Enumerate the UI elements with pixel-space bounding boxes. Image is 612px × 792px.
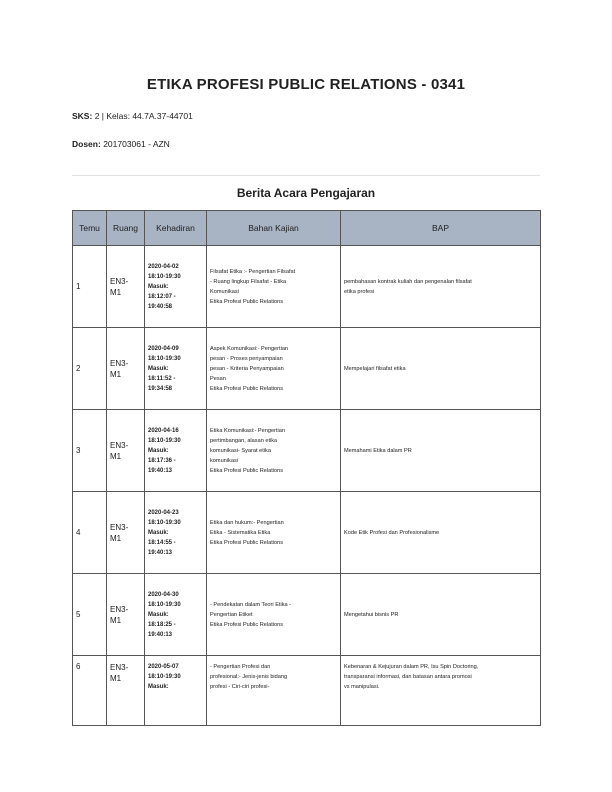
kehadiran-line: Masuk: <box>148 283 169 290</box>
sks-label: SKS: <box>72 111 93 121</box>
kehadiran-line: 18:11:52 - <box>148 375 176 382</box>
class-info <box>72 111 193 121</box>
kehadiran-line: 18:10-19:30 <box>148 519 181 526</box>
table-row <box>73 656 541 726</box>
kehadiran-line: 2020-05-07 <box>148 664 179 670</box>
cell-ruang <box>107 656 145 726</box>
bahan-line: Etika Profesi Public Relations <box>210 621 284 628</box>
cell-ruang <box>107 574 145 656</box>
ruang-line: EN3- <box>110 440 129 450</box>
kehadiran-line: 18:12:07 - <box>148 293 176 300</box>
bahan-line: Pengertian Etiket <box>210 611 253 618</box>
cell-temu: 4 <box>73 492 107 574</box>
ruang-line: M1 <box>110 287 122 297</box>
bahan-line: Filsafat Etika :- Pengertian Filsafat <box>210 268 296 275</box>
page-title: ETIKA PROFESI PUBLIC RELATIONS - 0341 <box>146 76 466 93</box>
bahan-line: Etika - Sistematika Etika <box>210 529 271 536</box>
kehadiran-line: 18:10-19:30 <box>148 601 181 608</box>
dosen-value: 201703061 - AZN <box>103 139 170 149</box>
kehadiran-line: Masuk: <box>148 611 169 618</box>
kehadiran-line: 19:40:13 <box>148 467 173 474</box>
kehadiran-line: 19:40:58 <box>148 303 173 310</box>
cell-bap <box>341 656 541 726</box>
header-kehadiran: Kehadiran <box>145 211 207 246</box>
cell-temu: 5 <box>73 574 107 656</box>
cell-bahan-kajian <box>207 492 341 574</box>
divider <box>72 175 540 176</box>
bahan-line: pesan - Kriteria Penyampaian <box>210 365 284 372</box>
cell-bahan-kajian <box>207 656 341 726</box>
cell-kehadiran <box>145 246 207 328</box>
cell-bap <box>341 246 541 328</box>
bap-line: Kebenaran & Kejujuran dalam PR, Isu Spin Doctoring, <box>344 664 479 670</box>
cell-kehadiran <box>145 328 207 410</box>
cell-ruang <box>107 246 145 328</box>
cell-temu: 6 <box>73 656 107 726</box>
kehadiran-line: 2020-04-30 <box>148 591 179 598</box>
cell-kehadiran <box>145 574 207 656</box>
table-row <box>73 246 541 328</box>
cell-bahan-kajian <box>207 328 341 410</box>
kehadiran-line: 18:18:25 - <box>148 621 176 628</box>
ruang-line: EN3- <box>110 522 129 532</box>
table-row <box>73 328 541 410</box>
kehadiran-line: 2020-04-16 <box>148 427 179 434</box>
bahan-line: pertimbangan, alasan etika <box>210 437 278 444</box>
bahan-line: profesi - Ciri-ciri profesi- <box>210 684 270 690</box>
table-row <box>73 574 541 656</box>
bap-line: Mempelajari filsafat etika <box>344 365 406 372</box>
bap-line: Kode Etik Profesi dan Profesionalisme <box>344 529 440 536</box>
header-ruang: Ruang <box>107 211 145 246</box>
bahan-line: profesional:- Jenis-jenis bidang <box>210 674 288 680</box>
cell-kehadiran <box>145 410 207 492</box>
ruang-line: M1 <box>110 615 122 625</box>
cell-bap <box>341 410 541 492</box>
ruang-line: EN3- <box>110 663 129 672</box>
bahan-line: - Ruang lingkup Filsafat - Etika <box>210 278 287 285</box>
section-title: Berita Acara Pengajaran <box>236 186 376 200</box>
cell-ruang <box>107 410 145 492</box>
cell-temu: 3 <box>73 410 107 492</box>
cell-kehadiran <box>145 492 207 574</box>
bahan-line: Etika Profesi Public Relations <box>210 539 284 546</box>
bap-line: transparansi informasi, dan batasan antara promosi <box>344 674 472 680</box>
kehadiran-line: 2020-04-02 <box>148 263 179 270</box>
bahan-line: komunikasi- Syarat etika <box>210 447 271 454</box>
bap-table <box>72 210 541 726</box>
bahan-line: Etika Komunikasi:- Pengertian <box>210 427 285 434</box>
table-header-row <box>73 211 541 246</box>
header-temu: Temu <box>73 211 107 246</box>
kehadiran-line: Masuk: <box>148 529 169 536</box>
bahan-line: Etika Profesi Public Relations <box>210 298 284 305</box>
cell-bap <box>341 328 541 410</box>
kehadiran-line: Masuk: <box>148 447 169 454</box>
bap-line: pembahasan kontrak kuliah dan pengenalan filsafat <box>344 278 472 285</box>
kehadiran-line: 2020-04-09 <box>148 345 179 352</box>
bahan-line: - Pengertian Profesi dan <box>210 664 271 670</box>
ruang-line: EN3- <box>110 276 129 286</box>
bap-line: vs manipulasi. <box>344 684 380 690</box>
header-bap: BAP <box>341 211 541 246</box>
kehadiran-line: 19:34:58 <box>148 385 173 392</box>
kehadiran-line: 18:10-19:30 <box>148 355 181 362</box>
ruang-line: EN3- <box>110 604 129 614</box>
ruang-line: M1 <box>110 369 122 379</box>
ruang-line: M1 <box>110 533 122 543</box>
kehadiran-line: 18:14:55 - <box>148 539 176 546</box>
ruang-line: M1 <box>110 451 122 461</box>
cell-bahan-kajian <box>207 574 341 656</box>
kehadiran-line: 18:10-19:30 <box>148 674 181 680</box>
cell-kehadiran <box>145 656 207 726</box>
cell-ruang <box>107 328 145 410</box>
cell-temu: 2 <box>73 328 107 410</box>
kehadiran-line: 18:10-19:30 <box>148 437 181 444</box>
kehadiran-line: 18:10-19:30 <box>148 273 181 280</box>
sks-value: 2 | Kelas: 44.7A.37-44701 <box>94 111 193 121</box>
bahan-line: pesan - Proses penyampaian <box>210 355 283 362</box>
cell-temu: 1 <box>73 246 107 328</box>
lecturer-info <box>72 139 170 149</box>
bahan-line: Etika Profesi Public Relations <box>210 385 284 392</box>
bahan-line: Komunikasi <box>210 288 239 295</box>
table-row <box>73 410 541 492</box>
table-row <box>73 492 541 574</box>
bahan-line: Aspek Komunikasi:- Pengertian <box>210 345 289 352</box>
bahan-line: komunikasi <box>210 457 238 464</box>
kehadiran-line: 18:17:36 - <box>148 457 176 464</box>
kehadiran-line: Masuk: <box>148 365 169 372</box>
bap-line: Mengetahui bisnis PR <box>344 611 399 618</box>
cell-bap <box>341 574 541 656</box>
bahan-line: Etika dan hukum:- Pengertian <box>210 519 284 526</box>
bahan-line: Etika Profesi Public Relations <box>210 467 284 474</box>
dosen-label: Dosen: <box>72 139 101 149</box>
cell-bap <box>341 492 541 574</box>
bahan-line: Pesan <box>210 375 226 382</box>
bap-line: etika profesi <box>344 288 375 295</box>
cell-ruang <box>107 492 145 574</box>
header-bahan-kajian: Bahan Kajian <box>207 211 341 246</box>
bahan-line: - Pendekatan dalam Teori Etika - <box>210 601 292 608</box>
kehadiran-line: 2020-04-23 <box>148 509 179 516</box>
cell-bahan-kajian <box>207 410 341 492</box>
cell-bahan-kajian <box>207 246 341 328</box>
ruang-line: EN3- <box>110 358 129 368</box>
kehadiran-line: 19:40:13 <box>148 631 173 638</box>
bap-line: Memahami Etika dalam PR <box>344 447 412 454</box>
ruang-line: M1 <box>110 674 122 683</box>
kehadiran-line: 19:40:13 <box>148 549 173 556</box>
kehadiran-line: Masuk: <box>148 684 169 690</box>
